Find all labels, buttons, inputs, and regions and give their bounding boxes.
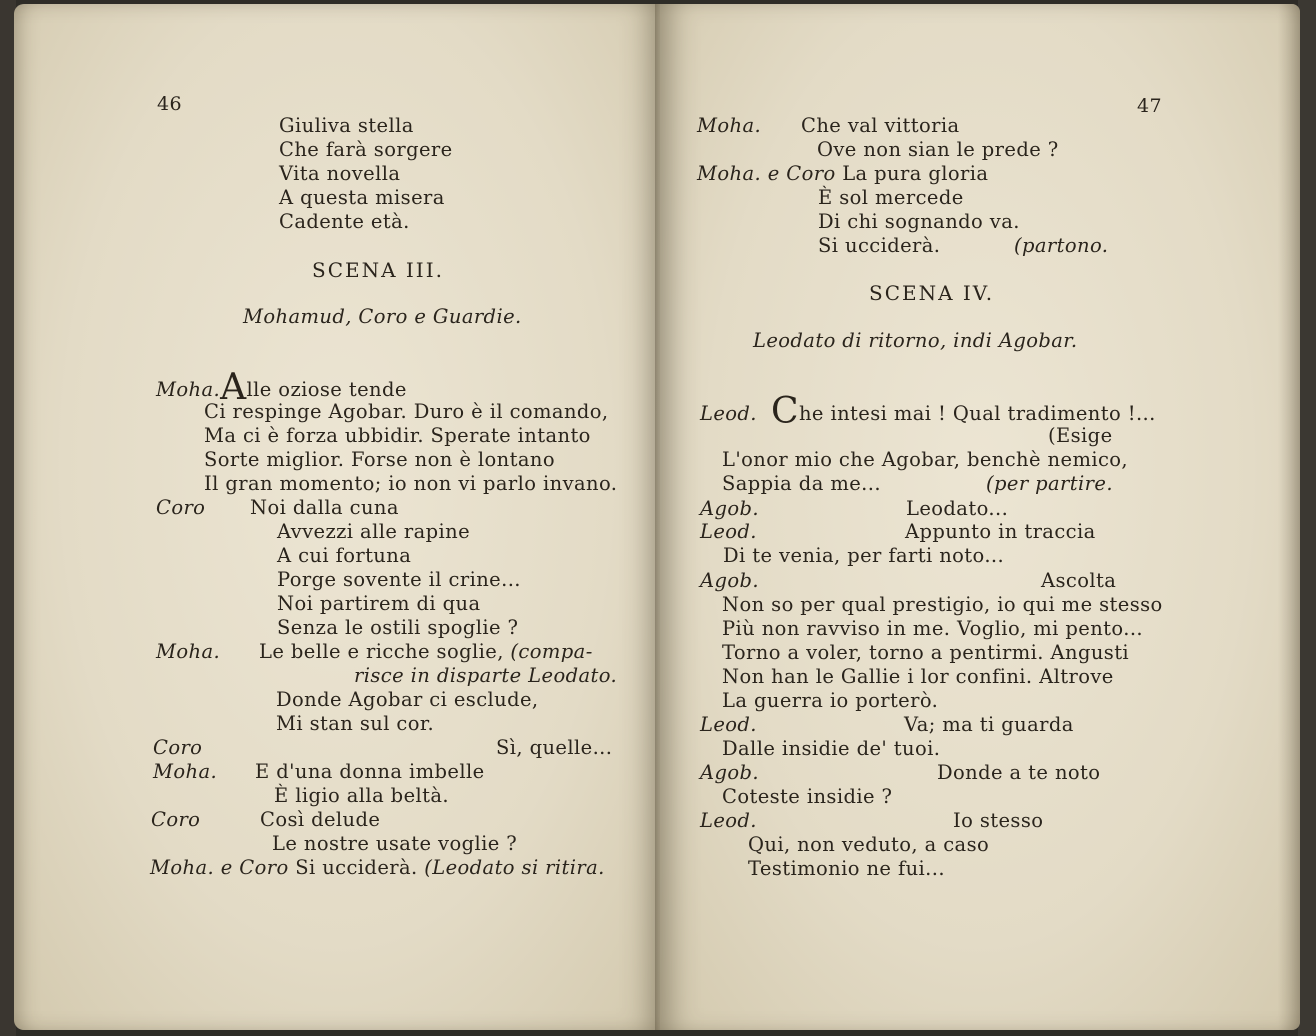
verse-line: Porge sovente il crine... [277,568,521,591]
speaker-label: Agob. [700,497,759,520]
verse-line: Ma ci è forza ubbidir. Sperate intanto [204,424,591,447]
left-page [14,4,660,1030]
speaker-label: Leod. [700,713,757,736]
character-list: Leodato di ritorno, indi Agobar. [753,329,1078,352]
stage-direction: (partono. [1014,234,1109,257]
stage-direction: risce in disparte Leodato. [354,664,618,687]
verse-line: La guerra io porterò. [722,689,939,712]
verse-line: Io stesso [953,809,1044,832]
verse-line: Torno a voler, torno a pentirmi. Angusti [722,641,1130,664]
verse-line: Sì, quelle... [496,736,613,759]
stage-direction: (compa- [510,640,593,663]
verse-line: Non han le Gallie i lor confini. Altrove [722,665,1114,688]
verse-line: Qui, non veduto, a caso [748,833,990,856]
speaker-label: Moha. [156,640,221,663]
speaker-label: Agob. [700,761,759,784]
verse-line: Senza le ostili spoglie ? [277,616,519,639]
verse-line: Giuliva stella [279,114,414,137]
verse-line: Non so per qual prestigio, io qui me stesso [722,593,1163,616]
speaker-label: Moha. [150,856,215,879]
verse-line: Appunto in traccia [905,520,1096,543]
verse-line: Di chi sognando va. [818,210,1020,233]
verse-line: A questa misera [279,186,445,209]
verse-line: Sorte miglior. Forse non è lontano [204,448,555,471]
verse-line [259,640,593,664]
verse-line: Cadente età. [279,210,410,233]
verse-line: Le nostre usate voglie ? [272,832,518,855]
speaker-label: Coro [156,496,206,519]
drop-cap: C [771,391,799,432]
verse-text: Si ucciderà. [295,856,418,879]
scene-title: SCENA III. [312,258,444,282]
speaker-label: Leod. [700,402,757,425]
speaker-label: Coro [786,162,836,185]
verse-line: Donde Agobar ci esclude, [276,688,539,711]
verse-line: Va; ma ti guarda [904,713,1074,736]
verse-line: Coteste insidie ? [722,785,893,808]
speaker-label: Moha. [697,114,762,137]
speech-line [697,162,988,186]
speaker-label: Coro [153,736,203,759]
verse-line: Leodato... [906,497,1009,520]
speech-line [156,367,407,408]
verse-line: Sappia da me... [722,472,881,495]
speaker-label: Coro [239,856,289,879]
conjunction: e [767,162,780,185]
verse-line: Che val vittoria [801,114,960,137]
stage-direction: (Leodato si ritira. [424,856,605,879]
verse-line: Vita novella [279,162,401,185]
book-edge-right [1298,0,1316,1036]
verse-line: Si ucciderà. [818,234,941,257]
right-page [660,4,1300,1030]
speech-line [150,856,605,880]
page-number: 46 [157,93,182,115]
verse-line: Noi partirem di qua [277,592,481,615]
speaker-label: Coro [151,808,201,831]
verse-line: E d'una donna imbelle [255,760,485,783]
verse-line: Testimonio ne fui... [748,857,945,880]
verse-line: Noi dalla cuna [250,496,399,519]
verse-line: Avvezzi alle rapine [277,520,471,543]
stage-direction: (per partire. [986,472,1113,495]
conjunction: e [220,856,233,879]
verse-text: La pura gloria [842,162,989,185]
verse-line: Più non ravviso in me. Voglio, mi pento... [722,617,1144,640]
verse-line: Così delude [260,808,381,831]
verse-line: Ove non sian le prede ? [817,138,1059,161]
speaker-label: Moha. [697,162,762,185]
verse-line: Mi stan sul cor. [276,712,435,735]
verse-line: Ci respinge Agobar. Duro è il comando, [204,400,609,423]
scene-title: SCENA IV. [869,281,995,305]
speech-line [771,391,1156,432]
verse-line: (Esige [1048,424,1113,447]
verse-line: È ligio alla beltà. [274,784,450,807]
verse-line: Donde a te noto [937,761,1101,784]
speaker-label: Leod. [700,809,757,832]
verse-text: he intesi mai ! Qual tradimento !... [798,402,1156,425]
drop-cap: A [220,367,247,408]
verse-line: L'onor mio che Agobar, benchè nemico, [722,448,1129,471]
speaker-label: Moha. [153,760,218,783]
verse-line: È sol mercede [818,186,964,209]
verse-text: Le belle e ricche soglie, [259,640,504,663]
page-number: 47 [1137,95,1162,117]
verse-line: Il gran momento; io non vi parlo invano. [204,472,618,495]
verse-line: Dalle insidie de' tuoi. [722,737,941,760]
verse-line: Ascolta [1041,569,1117,592]
speaker-label: Agob. [700,569,759,592]
character-list: Mohamud, Coro e Guardie. [243,305,522,328]
verse-line: Di te venia, per farti noto... [723,544,1005,567]
speaker-label: Leod. [700,520,757,543]
speaker-label: Moha. [156,378,221,401]
verse-line: A cui fortuna [277,544,412,567]
verse-line: Che farà sorgere [279,138,453,161]
verse-text: lle oziose tende [246,378,407,401]
